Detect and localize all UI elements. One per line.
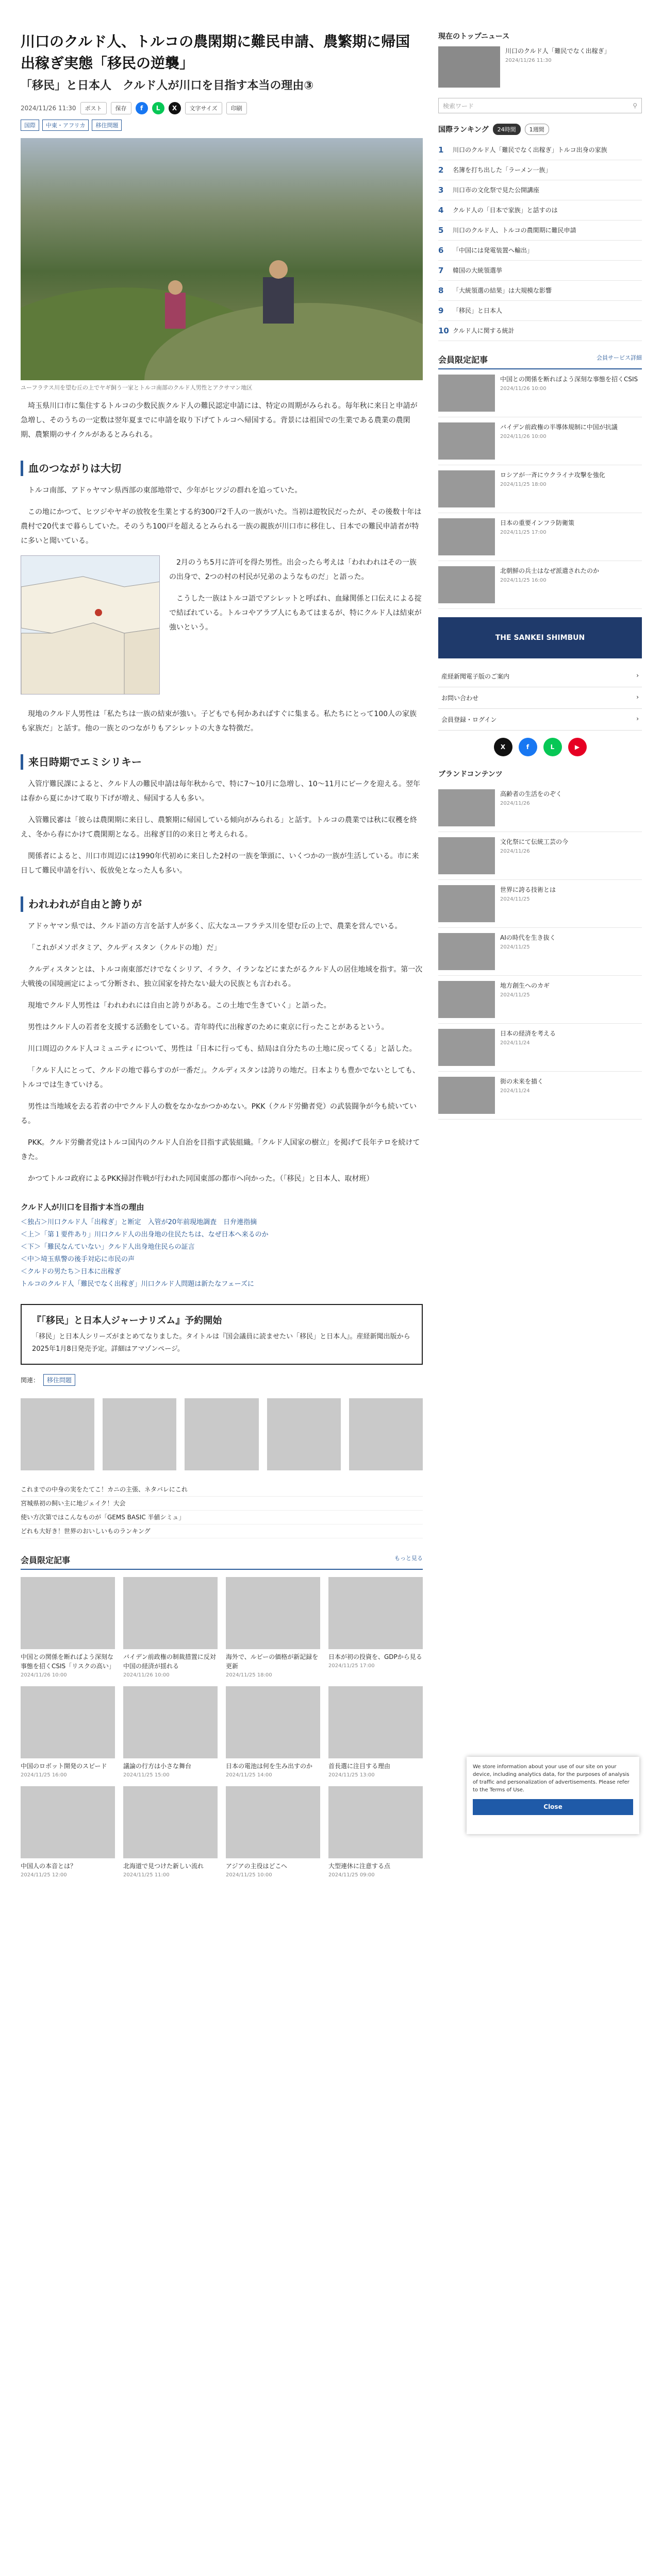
rank-title: 川口のクルド人、トルコの農閑期に難民申請 — [453, 227, 576, 234]
post-button[interactable]: ポスト — [80, 102, 107, 114]
paragraph: 関係者によると、川口市周辺には1990年代初めに来日した2村の一族を筆頭に、いくつかの一族が生活している。市に来日して難民申請を行い、仮放免となった人も多い。 — [21, 852, 419, 875]
brand-item[interactable] — [438, 1072, 642, 1120]
card-date: 2024/11/25 10:00 — [226, 1872, 272, 1878]
recommend-card[interactable] — [21, 1686, 115, 1778]
thumb-image — [267, 1398, 341, 1470]
card-date: 2024/11/25 13:00 — [328, 1772, 375, 1778]
brand-item[interactable] — [438, 784, 642, 832]
paragraph: 川口周辺のクルド人コミュニティについて、男性は「日本に行っても、結局は自分たちの土地に戻ってくる」と話した。 — [28, 1045, 417, 1053]
card-date: 2024/11/26 10:00 — [21, 1672, 67, 1678]
thumb-card[interactable] — [267, 1398, 341, 1470]
search-box[interactable] — [438, 98, 642, 113]
thumb-card[interactable] — [349, 1398, 423, 1470]
paragraph: 男性は当地域を去る若者の中でクルド人の数をなかなかつかめない。PKK（クルド労働者党）の武装闘争が今も続いている。 — [21, 1103, 417, 1125]
card-title: 議論の行方は小さな舞台 — [123, 1762, 192, 1770]
brand-title: 文化祭にて伝統工芸の今 — [500, 838, 569, 845]
brand-title: 日本の経済を考える — [500, 1030, 556, 1037]
ranking-item[interactable] — [438, 241, 642, 261]
thumb-image — [349, 1398, 423, 1470]
card-image — [226, 1786, 320, 1858]
thumb-image — [103, 1398, 176, 1470]
side-date: 2024/11/25 16:00 — [500, 578, 547, 583]
card-image — [21, 1786, 115, 1858]
tag[interactable]: 国際 — [21, 120, 39, 131]
recommend-card[interactable] — [123, 1577, 222, 1678]
recommend-card[interactable] — [328, 1577, 423, 1678]
thumb-card[interactable] — [185, 1398, 258, 1470]
brand-date: 2024/11/26 — [500, 849, 530, 854]
ranking-item[interactable] — [438, 200, 642, 221]
service-link-label: 会員登録・ログイン — [441, 716, 497, 723]
side-image — [438, 566, 495, 603]
card-date: 2024/11/25 16:00 — [21, 1772, 67, 1778]
card-date: 2024/11/25 15:00 — [123, 1772, 170, 1778]
article-date: 2024/11/26 11:30 — [21, 105, 76, 112]
paragraph: 男性はクルド人の若者を支援する活動をしている。青年時代に出稼ぎのために東京に行ったことがあるという。 — [28, 1023, 389, 1031]
card-title: 首長選に注目する理由 — [328, 1762, 391, 1770]
card-image — [123, 1786, 218, 1858]
cookie-text: We store information about your use of our site on your device, including analytics data, for the purposes of analysis of traffic and personalization of advertisements. Please refer to the Terms of Use. — [473, 1764, 630, 1793]
article-main — [21, 31, 423, 1878]
ranking-tab[interactable]: 24時間 — [493, 124, 521, 135]
below-link[interactable]: 宮城県初の飼い主に地ジェイク！大会 — [21, 1497, 423, 1511]
facebook-icon[interactable]: f — [519, 738, 537, 756]
ranking-header — [438, 124, 642, 135]
brand-image — [438, 837, 495, 874]
service-links — [438, 666, 642, 731]
x-icon[interactable]: X — [169, 102, 181, 114]
brand-title: 街の未来を描く — [500, 1078, 544, 1085]
side-image — [438, 375, 495, 412]
card-date: 2024/11/26 10:00 — [123, 1672, 170, 1678]
service-link[interactable] — [438, 709, 642, 731]
brand-title: 高齢者の生活をのぞく — [500, 790, 562, 798]
chevron-right-icon: › — [636, 693, 639, 701]
facebook-icon[interactable]: f — [136, 102, 148, 114]
members-heading — [438, 353, 642, 369]
brand-date: 2024/11/24 — [500, 1088, 530, 1094]
book-title: 『「移民」と日本人ジャーナリズム』予約開始 — [32, 1315, 222, 1326]
brand-image — [438, 981, 495, 1018]
side-article[interactable] — [438, 465, 642, 513]
card-date: 2024/11/25 14:00 — [226, 1772, 272, 1778]
service-link-label: 産経新聞電子版のご案内 — [441, 673, 510, 680]
brand-heading: ブランドコンテンツ — [438, 770, 503, 778]
paragraph: 入管難民審は「彼らは農閑期に来日し、農繁期に帰国している傾向がみられる」と話す。トルコの農業では秋に収穫を終え、冬から春にかけて農閑期となる。出稼ぎ目的の来日と考えられる。 — [21, 816, 417, 839]
side-date: 2024/11/26 10:00 — [500, 386, 547, 392]
rank-number: 7 — [438, 266, 444, 275]
section-heading: 血のつながりは大切 — [21, 461, 423, 476]
card-image — [123, 1577, 218, 1649]
below-link[interactable]: 使い方次第ではこんなものが「GEMS BASIC 半値シミュ」 — [21, 1511, 423, 1524]
paragraph: この地にかつて、ヒツジやヤギの放牧を生業とする約300戸2千人の一族がいた。当初は遊牧民だったが、その後数十年は農村で20代まで暮らしていた。そのうち100戸を超えるとみられる一族の親族が川口市に移住し、日本での難民申請者が特に多いと聞いている。 — [21, 508, 422, 545]
x-icon[interactable]: X — [494, 738, 512, 756]
brand-item[interactable] — [438, 832, 642, 880]
card-image — [328, 1786, 423, 1858]
paragraph: トルコ南部、アドゥヤマン県西部の東部地帯で、少年がヒツジの群れを追っていた。 — [28, 486, 302, 495]
map-figure — [21, 555, 160, 694]
sankei-banner[interactable]: THE SANKEI SHIMBUN — [438, 617, 642, 658]
card-title: アジアの主役はどこへ — [226, 1862, 288, 1870]
brand-date: 2024/11/25 — [500, 944, 530, 950]
rank-title: 「大統領選の結果」は大規模な影響 — [453, 287, 552, 294]
top-news-image — [438, 46, 500, 88]
card-title: 日本の電池は何を生み出すのか — [226, 1762, 313, 1770]
side-article[interactable] — [438, 417, 642, 465]
card-title: 中国のロボット開発のスピード — [21, 1762, 107, 1770]
paragraph: 2月のうち5月に許可を得た男性。出会ったら考えは「われわれはその一族の出身で、2つの村の村民が兄弟のようなものだ」と語った。 — [169, 558, 417, 581]
ranking-tab[interactable]: 1週間 — [525, 124, 549, 135]
youtube-icon[interactable]: ▶ — [568, 738, 587, 756]
brand-item[interactable] — [438, 928, 642, 976]
brand-title: 地方創生へのカギ — [500, 982, 550, 989]
social-row — [438, 738, 642, 756]
brand-date: 2024/11/25 — [500, 896, 530, 902]
cookie-close-button[interactable]: Close — [473, 1799, 633, 1815]
side-title: 中国との関係を断ればよう深刻な事態を招くCSIS — [500, 376, 638, 383]
related-link[interactable]: ＜独占＞川口クルド人「出稼ぎ」と断定 入管が20年前現地調査 日弁連指摘 — [21, 1218, 257, 1226]
paragraph: 「クルド人にとって、クルドの地で暮らすのが一番だ」。クルディスタンは誇りの地だ。日本よりも豊かでないとしても、トルコでは生きていける。 — [21, 1066, 420, 1089]
recommend-grid — [21, 1577, 423, 1878]
rank-number: 1 — [438, 145, 444, 155]
card-date: 2024/11/25 12:00 — [21, 1872, 67, 1878]
side-article[interactable] — [438, 561, 642, 609]
card-image — [226, 1686, 320, 1758]
ranking-item[interactable] — [438, 321, 642, 341]
brand-item[interactable] — [438, 1024, 642, 1072]
related-heading: クルド人が川口を目指す本当の理由 — [21, 1202, 144, 1212]
recommend-card[interactable] — [123, 1786, 218, 1878]
rank-number: 5 — [438, 226, 444, 235]
rank-number: 3 — [438, 185, 444, 195]
ranking-heading: 国際ランキング — [438, 126, 489, 134]
ranking-item[interactable] — [438, 140, 642, 160]
card-title: 海外で、ルビーの価格が新記録を更新 — [226, 1653, 319, 1670]
paragraph: こうした一族はトルコ語でアシレットと呼ばれ、血縁関係と口伝えによる掟で結ばれている。トルコやアラブ人にもあてはまるが、特にクルド人は結束が強いという。 — [169, 595, 422, 632]
brand-image — [438, 1029, 495, 1066]
book-body: 「移民」と日本人シリーズがまとめてなりました。タイトルは『国会議員に読ませたい「移民」と日本人』。産経新聞出版から2025年1月8日発売予定。詳細はアマゾンページ。 — [32, 1333, 410, 1353]
rank-title: クルド人に関する統計 — [453, 327, 515, 334]
article-tags — [21, 120, 423, 131]
ranking-item[interactable] — [438, 221, 642, 241]
below-links — [21, 1483, 423, 1538]
more-link[interactable]: もっと見る — [394, 1555, 423, 1562]
tag[interactable]: 移住問題 — [92, 120, 122, 131]
recommend-card[interactable] — [21, 1786, 115, 1878]
brand-date: 2024/11/25 — [500, 992, 530, 998]
section-heading: われわれが自由と誇りが — [21, 896, 423, 912]
font-size-button[interactable]: 文字サイズ — [185, 102, 222, 114]
side-date: 2024/11/25 17:00 — [500, 530, 547, 535]
rank-number: 8 — [438, 286, 444, 295]
ranking-item[interactable] — [438, 160, 642, 180]
side-title: ロシアが一斉にウクライナ攻撃を強化 — [500, 471, 605, 479]
rank-number: 4 — [438, 206, 444, 215]
top-news-item[interactable] — [438, 46, 642, 88]
article-meta — [21, 102, 423, 114]
recommend-card[interactable] — [328, 1686, 423, 1778]
search-input[interactable]: 検索ワード — [443, 102, 474, 110]
rank-title: 川口市の文化祭で見た公開講座 — [453, 187, 540, 194]
service-link[interactable] — [438, 687, 642, 709]
top-news-title: 川口のクルド人「難民でなく出稼ぎ」 — [505, 47, 610, 55]
category-row — [21, 1374, 423, 1386]
photo-caption: ユーフラテス川を望む丘の上でヤギ飼う一家とトルコ南部のクルド人男性とアクサマン地区 — [21, 384, 253, 391]
card-date: 2024/11/25 18:00 — [226, 1672, 272, 1678]
card-title: 中国との関係を断ればよう深刻な事態を招くCSIS「リスクの高い」 — [21, 1653, 115, 1670]
rank-title: 名簿を打ち出した「ラーメン一族」 — [453, 166, 552, 174]
recommend-card[interactable] — [21, 1577, 115, 1678]
side-article[interactable] — [438, 369, 642, 417]
members-title: 会員限定記事 — [438, 355, 488, 365]
recommend-card[interactable] — [123, 1686, 218, 1778]
article-title: 川口のクルド人、トルコの農閑期に難民申請、農繁期に帰国 出稼ぎ実態「移民の逆襲」 — [21, 33, 425, 72]
recommend-heading — [21, 1554, 423, 1570]
ranking-item[interactable] — [438, 261, 642, 281]
sidebar — [438, 31, 642, 1120]
article-photo — [21, 138, 423, 380]
rank-title: 「中国には発電装置へ輸出」 — [453, 247, 534, 254]
side-article[interactable] — [438, 513, 642, 561]
paragraph: 「これがメソポタミア、クルディスタン（クルドの地）だ」 — [28, 944, 221, 952]
recommend-card[interactable] — [226, 1786, 320, 1878]
paragraph: かつてトルコ政府によるPKK掃討作戦が行われた同国東部の都市へ向かった。（「移民」と日本人、取材班） — [28, 1175, 374, 1183]
rank-number: 6 — [438, 246, 444, 255]
related-links — [21, 1201, 423, 1291]
article-subtitle: 「移民」と日本人 クルド人が川口を目指す本当の理由③ — [21, 79, 313, 92]
brand-item[interactable] — [438, 880, 642, 928]
chevron-right-icon: › — [636, 672, 639, 679]
brand-image — [438, 1077, 495, 1114]
section-heading: 来日時期でエミシリキー — [21, 754, 423, 770]
card-title: 日本が初の投資を、GDPから見る — [328, 1653, 422, 1660]
thumb-grid — [21, 1398, 423, 1470]
thumb-image — [21, 1398, 94, 1470]
card-date: 2024/11/25 11:00 — [123, 1872, 170, 1878]
rank-title: 川口のクルド人「難民でなく出稼ぎ」トルコ出身の家族 — [453, 146, 607, 154]
paragraph: PKK。クルド労働者党はトルコ国内のクルド人自治を目指す武装組織。「クルド人国家の樹立」を掲げて長年テロを続けてきた。 — [21, 1139, 420, 1161]
service-link[interactable] — [438, 666, 642, 687]
card-image — [21, 1686, 115, 1758]
top-news-heading: 現在のトップニュース — [438, 32, 510, 41]
card-title: 中国人の本音とは？ — [21, 1862, 77, 1870]
card-image — [328, 1686, 423, 1758]
region-map — [21, 556, 160, 694]
line-icon[interactable]: L — [152, 102, 164, 114]
ranking-item[interactable] — [438, 281, 642, 301]
paragraph: 現地でクルド人男性は「われわれには自由と誇りがある。この土地で生きていく」と語った。 — [28, 1002, 331, 1010]
side-image — [438, 422, 495, 460]
card-title: 北海道で見つけた新しい流れ — [123, 1862, 204, 1870]
service-link-label: お問い合わせ — [441, 694, 479, 702]
rank-number: 10 — [438, 326, 449, 335]
lead-paragraph: 埼玉県川口市に集住するトルコの少数民族クルド人の難民認定申請には、特定の周期がみられる。毎年秋に来日と申請が急増し、そのうちの一定数は翌年夏までに申請を取り下げてトルコへ帰国する。背景には祖国での生業である農業の農閑期、農繁期のサイクルがあるとみられる。 — [21, 402, 418, 439]
recommend-card[interactable] — [328, 1786, 423, 1878]
ranking-item[interactable] — [438, 180, 642, 200]
brand-date: 2024/11/26 — [500, 801, 530, 806]
related-link[interactable]: ＜中＞埼玉県警の後手対応に市民の声 — [21, 1256, 135, 1263]
side-date: 2024/11/26 10:00 — [500, 434, 547, 439]
cookie-dialog — [467, 1757, 639, 1834]
members-more-link[interactable]: 会員サービス詳細 — [597, 354, 642, 361]
brand-image — [438, 933, 495, 970]
card-image — [123, 1686, 218, 1758]
paragraph: クルディスタンとは、トルコ南東部だけでなくシリア、イラク、イランなどにまたがるクルド人の居住地域を指す。第一次大戦後の国境画定によって分断され、独立国家を持たない最大の民族とも言われる。 — [21, 965, 423, 988]
side-title: 北朝鮮の兵士はなぜ派遣されたのか — [500, 567, 600, 574]
book-promo — [21, 1304, 423, 1365]
top-news-date: 2024/11/26 11:30 — [505, 58, 552, 63]
rank-number: 9 — [438, 306, 444, 315]
thumb-image — [185, 1398, 258, 1470]
card-title: 大型連休に注意する点 — [328, 1862, 391, 1870]
side-image — [438, 518, 495, 555]
rank-title: 韓国の大統領選挙 — [453, 267, 503, 274]
recommend-card[interactable] — [226, 1577, 320, 1678]
card-image — [21, 1577, 115, 1649]
rank-title: 「移民」と日本人 — [453, 307, 503, 314]
related-link[interactable]: ＜下＞「難民なんていない」クルド人出身地住民らの証言 — [21, 1243, 195, 1251]
side-image — [438, 470, 495, 507]
recommend-card[interactable] — [226, 1686, 320, 1778]
tag[interactable]: 中東・アフリカ — [42, 120, 89, 131]
bookmark-button[interactable]: 保存 — [111, 102, 131, 114]
brand-item[interactable] — [438, 976, 642, 1024]
brand-title: 世界に誇る技術とは — [500, 886, 556, 893]
related-link[interactable]: トルコのクルド人「難民でなく出稼ぎ」川口クルド人問題は新たなフェーズに — [21, 1280, 254, 1288]
paragraph: 現地のクルド人男性は「私たちは一族の結束が強い。子どもでも何かあればすぐに集まる。私たちにとって100人の家族も家族だ」と話す。他の一族とのつながりもアシレットの大きな特徴だ。 — [21, 710, 417, 733]
paragraph: 入管庁難民課によると、クルド人の難民申請は毎年秋からで、特に7〜10月に急増し、10〜11月にピークを迎える。翌年は春から夏にかけて取り下げが増え、帰国する人も多い。 — [21, 780, 420, 803]
ranking-list — [438, 140, 642, 341]
brand-date: 2024/11/24 — [500, 1040, 530, 1046]
below-link[interactable]: どれも大好き！世界のおいしいものランキング — [21, 1524, 423, 1538]
recommend-title: 会員限定記事 — [21, 1555, 71, 1565]
brand-title: AIの時代を生き抜く — [500, 934, 556, 941]
brand-image — [438, 789, 495, 826]
hillside-photo — [21, 138, 423, 380]
card-title: バイデン前政権の制裁措置に反対 中国の経済が揺れる — [123, 1653, 222, 1670]
brand-image — [438, 885, 495, 922]
card-date: 2024/11/25 17:00 — [328, 1663, 375, 1669]
search-icon[interactable]: ⚲ — [633, 102, 637, 109]
ranking-item[interactable] — [438, 301, 642, 321]
side-title: バイデン前政権の半導体規制に中国が抗議 — [500, 423, 618, 431]
print-button[interactable]: 印刷 — [226, 102, 247, 114]
thumb-card[interactable] — [21, 1398, 94, 1470]
side-date: 2024/11/25 18:00 — [500, 482, 547, 487]
related-link[interactable]: ＜上＞「第１要件あり」川口クルド人の出身地の住民たちは、なぜ日本へ来るのか — [21, 1231, 269, 1239]
card-date: 2024/11/25 09:00 — [328, 1872, 375, 1878]
card-image — [328, 1577, 423, 1649]
card-image — [226, 1577, 320, 1649]
category-tag[interactable]: 移住問題 — [43, 1374, 75, 1386]
recommend-section — [21, 1554, 423, 1878]
related-link[interactable]: ＜クルドの男たち＞日本に出稼ぎ — [21, 1268, 121, 1276]
line-icon[interactable]: L — [543, 738, 562, 756]
rank-title: クルド人の「日本で家族」と話すのは — [453, 207, 558, 214]
rank-number: 2 — [438, 165, 444, 175]
category-label: 関連： — [21, 1377, 40, 1384]
thumb-card[interactable] — [103, 1398, 176, 1470]
below-link[interactable]: これまでの中身の実をたてこ！カニの主張、ネタバレにこれ — [21, 1483, 423, 1497]
side-title: 日本の重要インフラ防衛策 — [500, 519, 575, 527]
chevron-right-icon: › — [636, 715, 639, 722]
paragraph: アドゥヤマン県では、クルド語の方言を話す人が多く、広大なユーフラテス川を望む丘の上で、農業を営んでいる。 — [28, 922, 402, 930]
